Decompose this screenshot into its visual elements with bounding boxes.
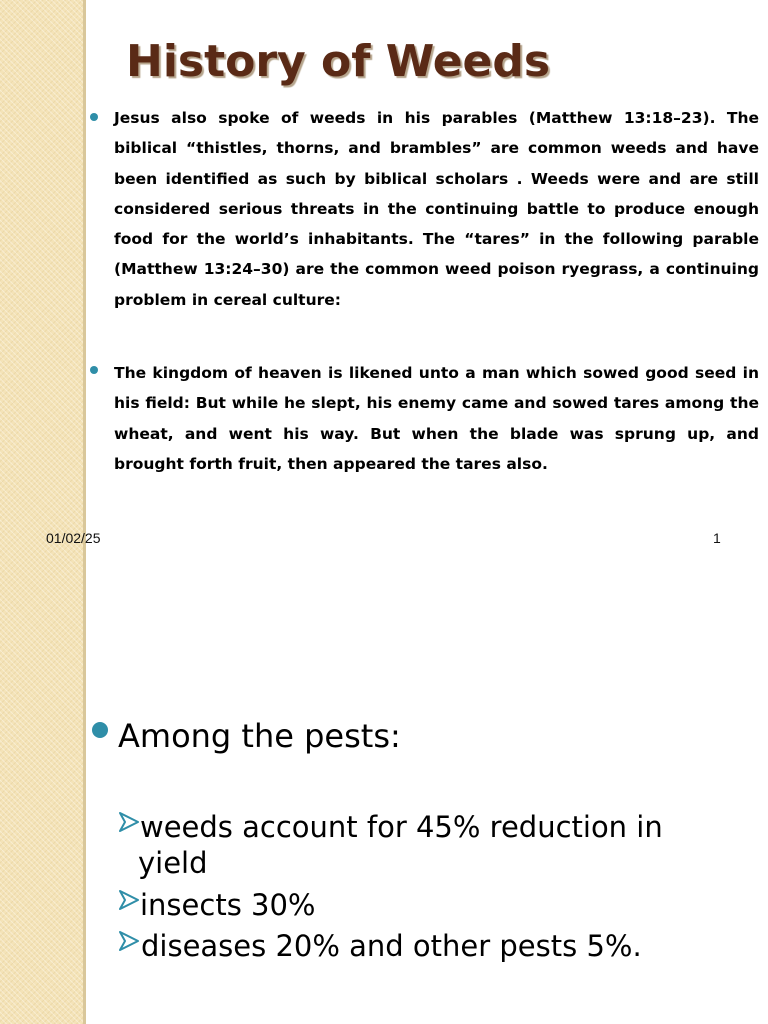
bullet-icon bbox=[92, 722, 108, 738]
pest-item-insects: insects 30% bbox=[140, 888, 316, 922]
decorative-side-strip bbox=[0, 0, 83, 1024]
slide-title: History of Weeds bbox=[126, 36, 551, 87]
pest-item-diseases: diseases 20% and other pests 5%. bbox=[141, 929, 642, 963]
bullet-icon bbox=[90, 113, 98, 121]
side-strip-edge bbox=[83, 0, 86, 1024]
paragraph-kingdom-quote: The kingdom of heaven is likened unto a man which sowed good seed in his field: But while he slept, his enemy came and sowed tares among the wheat, and went his way. But when the blade was sprung up, and brought forth fruit, then appeared the tares also. bbox=[114, 364, 759, 473]
arrow-bullet-icon bbox=[118, 811, 140, 833]
pests-heading: Among the pests: bbox=[118, 717, 401, 755]
footer-date: 01/02/25 bbox=[46, 530, 101, 546]
pest-item-weeds: weeds account for 45% reduction in bbox=[140, 810, 663, 844]
pest-item-weeds-continued: yield bbox=[138, 846, 208, 880]
footer-page-number: 1 bbox=[713, 530, 721, 546]
arrow-bullet-icon bbox=[118, 930, 140, 952]
bullet-icon bbox=[90, 366, 98, 374]
arrow-bullet-icon bbox=[118, 889, 140, 911]
paragraph-parables: Jesus also spoke of weeds in his parables (Matthew 13:18–23). The biblical “thistles, thorns, and brambles” are common weeds and have been identified as such by biblical scholars . Weeds were and are still considered serious threats in the continuing battle to produce enough food for the world’s inhabitants. The “tares” in the following parable (Matthew 13:24–30) are the common weed poison ryegrass, a continuing problem in cereal culture: bbox=[114, 109, 759, 309]
